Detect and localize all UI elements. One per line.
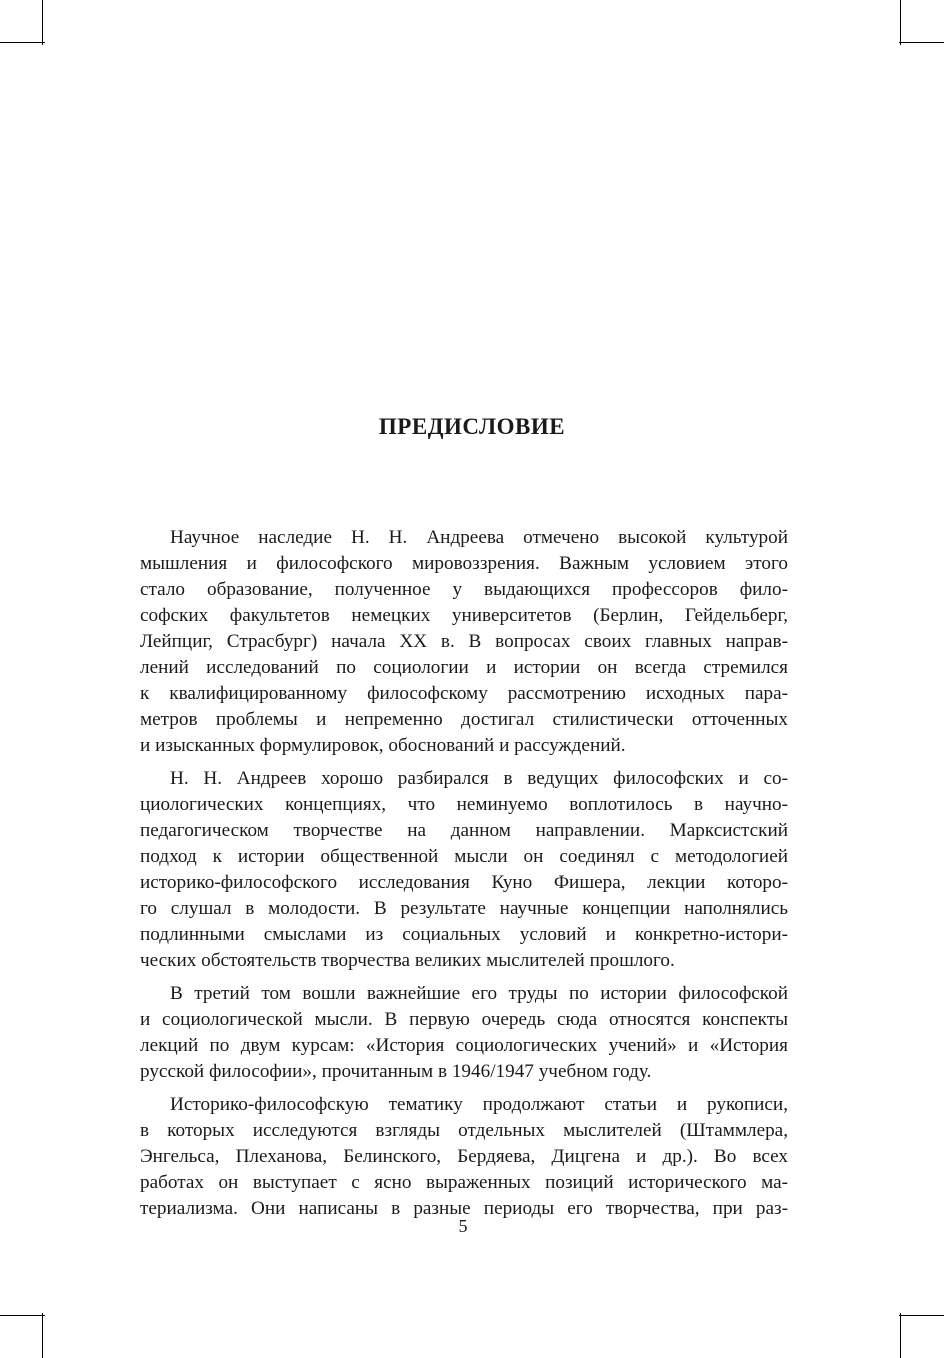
- text-line: циологических концепциях, что неминуемо воплотилось в научно-: [140, 794, 788, 815]
- crop-mark-bottom-right-vertical: [900, 1313, 901, 1358]
- text-line: лений исследований по социологии и истории он всегда стремился: [140, 657, 788, 678]
- text-line: териализма. Они написаны в разные периоды его творчества, при раз-: [140, 1198, 788, 1219]
- text-line: Н. Н. Андреев хорошо разбирался в ведущих философских и со-: [170, 768, 788, 789]
- text-line: подход к истории общественной мысли он соединял с методологией: [140, 846, 788, 867]
- crop-mark-bottom-left-horizontal: [0, 1315, 45, 1316]
- text-line: стало образование, полученное у выдающихся профессоров фило-: [140, 579, 788, 600]
- text-line: лекций по двум курсам: «История социологических учений» и «История: [140, 1035, 788, 1056]
- crop-mark-top-left-horizontal: [0, 42, 45, 43]
- text-line: и изысканных формулировок, обоснований и рассуждений.: [140, 735, 626, 756]
- text-line: Научное наследие Н. Н. Андреева отмечено высокой культурой: [170, 527, 788, 548]
- body-text: [140, 525, 788, 1229]
- paragraph-1: [140, 525, 788, 759]
- paragraph-3: [140, 981, 788, 1085]
- text-line: русской философии», прочитанным в 1946/1947 учебном году.: [140, 1061, 652, 1082]
- crop-mark-bottom-right-horizontal: [899, 1315, 944, 1316]
- text-line: го слушал в молодости. В результате научные концепции наполнялись: [140, 898, 788, 919]
- text-line: метров проблемы и непременно достигал стилистически отточенных: [140, 709, 788, 730]
- text-line: историко-философского исследования Куно Фишера, лекции которо-: [140, 872, 788, 893]
- text-line: В третий том вошли важнейшие его труды по истории философской: [170, 983, 788, 1004]
- paragraph-4: [140, 1092, 788, 1222]
- page-title: ПРЕДИСЛОВИЕ: [378, 414, 566, 439]
- text-line: софских факультетов немецких университетов (Берлин, Гейдельберг,: [140, 605, 788, 626]
- text-line: Энгельса, Плеханова, Белинского, Бердяева, Дицгена и др.). Во всех: [140, 1146, 788, 1167]
- text-line: в которых исследуются взгляды отдельных мыслителей (Штаммлера,: [140, 1120, 788, 1141]
- text-line: работах он выступает с ясно выраженных позиций исторического ма-: [140, 1172, 788, 1193]
- text-line: Лейпциг, Страсбург) начала XX в. В вопросах своих главных направ-: [140, 631, 788, 652]
- paragraph-2: [140, 766, 788, 974]
- crop-mark-top-right-vertical: [900, 0, 901, 45]
- text-line: ческих обстоятельств творчества великих мыслителей прошлого.: [140, 950, 675, 971]
- text-line: к квалифицированному философскому рассмотрению исходных пара-: [140, 683, 788, 704]
- text-line: мышления и философского мировоззрения. Важным условием этого: [140, 553, 788, 574]
- page-number: 5: [458, 1216, 468, 1236]
- text-line: и социологической мысли. В первую очередь сюда относятся конспекты: [140, 1009, 788, 1030]
- crop-mark-top-left-vertical: [42, 0, 43, 45]
- crop-mark-bottom-left-vertical: [42, 1313, 43, 1358]
- text-line: педагогическом творчестве на данном направлении. Марксистский: [140, 820, 788, 841]
- crop-mark-top-right-horizontal: [899, 42, 944, 43]
- text-line: Историко-философскую тематику продолжают статьи и рукописи,: [170, 1094, 788, 1115]
- text-line: подлинными смыслами из социальных условий и конкретно-истори-: [140, 924, 788, 945]
